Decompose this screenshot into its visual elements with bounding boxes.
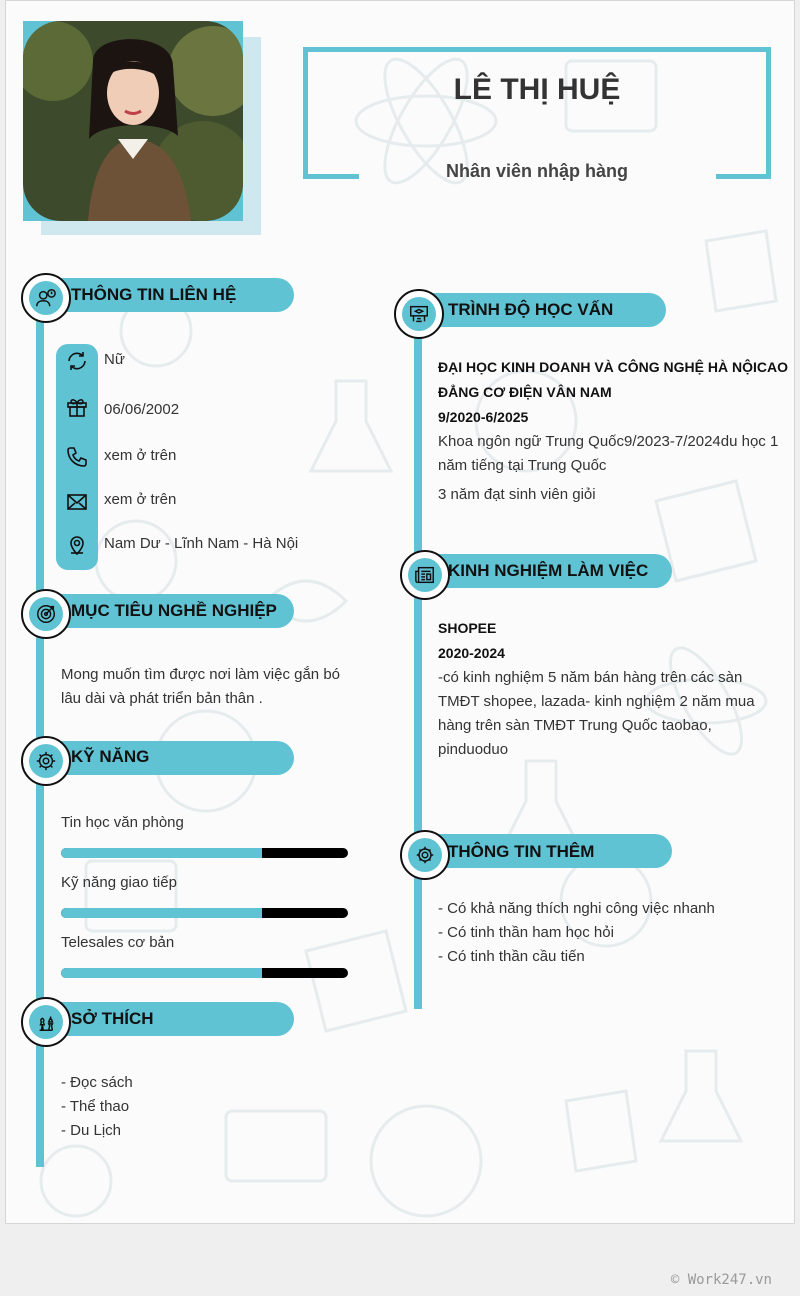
skill-name: Kỹ năng giao tiếp [61, 874, 177, 891]
email-icon [65, 490, 89, 514]
objective-line-2: lâu dài và phát triển bản thân . [61, 690, 263, 707]
experience-desc-line-3: hàng trên sàn TMĐT Trung Quốc taobao, [438, 717, 712, 734]
skill-name: Telesales cơ bản [61, 934, 175, 951]
education-section-badge [394, 289, 444, 339]
skill-bar [61, 848, 348, 858]
extra-title: THÔNG TIN THÊM [448, 842, 595, 861]
objective-title: MỤC TIÊU NGHỀ NGHIỆP [71, 601, 277, 620]
extra-item: - Có tinh thần cầu tiến [438, 948, 585, 965]
hobbies-section-badge [21, 997, 71, 1047]
profile-photo [23, 21, 243, 221]
objective-line-1: Mong muốn tìm được nơi làm việc gắn bó [61, 666, 341, 683]
email-value: xem ở trên [104, 491, 177, 508]
skills-title: KỸ NĂNG [71, 747, 150, 766]
gift-icon [65, 395, 89, 419]
graduation-icon [408, 303, 430, 325]
contact-person-icon [35, 287, 57, 309]
phone-value: xem ở trên [104, 447, 177, 464]
education-period: 9/2020-6/2025 [438, 409, 529, 425]
education-desc-line-3: 3 năm đạt sinh viên giỏi [438, 486, 596, 503]
experience-title: KINH NGHIỆM LÀM VIỆC [448, 561, 649, 580]
extra-item: - Có khả năng thích nghi công việc nhanh [438, 900, 715, 917]
photo-frame [23, 21, 243, 221]
education-desc-line-1: Khoa ngôn ngữ Trung Quốc9/2023-7/2024du học 1 [438, 433, 779, 450]
right-timeline [414, 321, 422, 1009]
location-pin-icon [65, 533, 89, 557]
hobby-item: - Đọc sách [61, 1074, 133, 1091]
extra-section-badge [400, 830, 450, 880]
hobby-item: - Thể thao [61, 1098, 130, 1115]
skills-section-badge [21, 736, 71, 786]
education-title: TRÌNH ĐỘ HỌC VẤN [448, 300, 614, 319]
skill-bar [61, 968, 348, 978]
cv-page [5, 0, 795, 1224]
school-name-line-1: ĐẠI HỌC KINH DOANH VÀ CÔNG NGHỆ HÀ NỘICAO [438, 359, 789, 375]
gender-icon [65, 349, 89, 373]
contact-title: THÔNG TIN LIÊN HỆ [71, 285, 237, 304]
hobbies-title: SỞ THÍCH [71, 1009, 154, 1028]
experience-desc-line-4: pinduoduo [438, 741, 509, 758]
copyright-footer: © Work247.vn [670, 1272, 772, 1288]
address-value: Nam Dư - Lĩnh Nam - Hà Nội [104, 535, 299, 552]
chess-icon [35, 1011, 57, 1033]
extra-item: - Có tinh thần ham học hỏi [438, 924, 614, 941]
phone-icon [65, 445, 89, 469]
company-name: SHOPEE [438, 620, 497, 636]
newspaper-icon [414, 564, 436, 586]
experience-section-badge [400, 550, 450, 600]
experience-desc-line-2: TMĐT shopee, lazada- kinh nghiệm 2 năm mua [438, 693, 755, 710]
skill-bar-fill [61, 848, 262, 858]
skill-name: Tin học văn phòng [61, 814, 184, 831]
skill-bar-fill [61, 908, 262, 918]
experience-period: 2020-2024 [438, 645, 505, 661]
school-name-line-2: ĐẲNG CƠ ĐIỆN VÂN NAM [438, 384, 612, 400]
target-icon [35, 603, 57, 625]
person-name: LÊ THỊ HUỆ [453, 73, 621, 106]
hobby-item: - Du Lịch [61, 1122, 122, 1139]
education-desc-line-2: năm tiếng tại Trung Quốc [438, 457, 607, 474]
birthday-value: 06/06/2002 [104, 401, 180, 418]
experience-desc-line-1: -có kinh nghiệm 5 năm bán hàng trên các sàn [438, 669, 743, 686]
job-title: Nhân viên nhập hàng [445, 161, 628, 181]
objective-section-badge [21, 589, 71, 639]
gear-icon [35, 750, 57, 772]
skill-bar-fill [61, 968, 262, 978]
settings-cog-icon [414, 844, 436, 866]
skill-bar [61, 908, 348, 918]
contact-section-badge [21, 273, 71, 323]
gender-value: Nữ [104, 351, 125, 368]
name-frame [303, 47, 771, 179]
